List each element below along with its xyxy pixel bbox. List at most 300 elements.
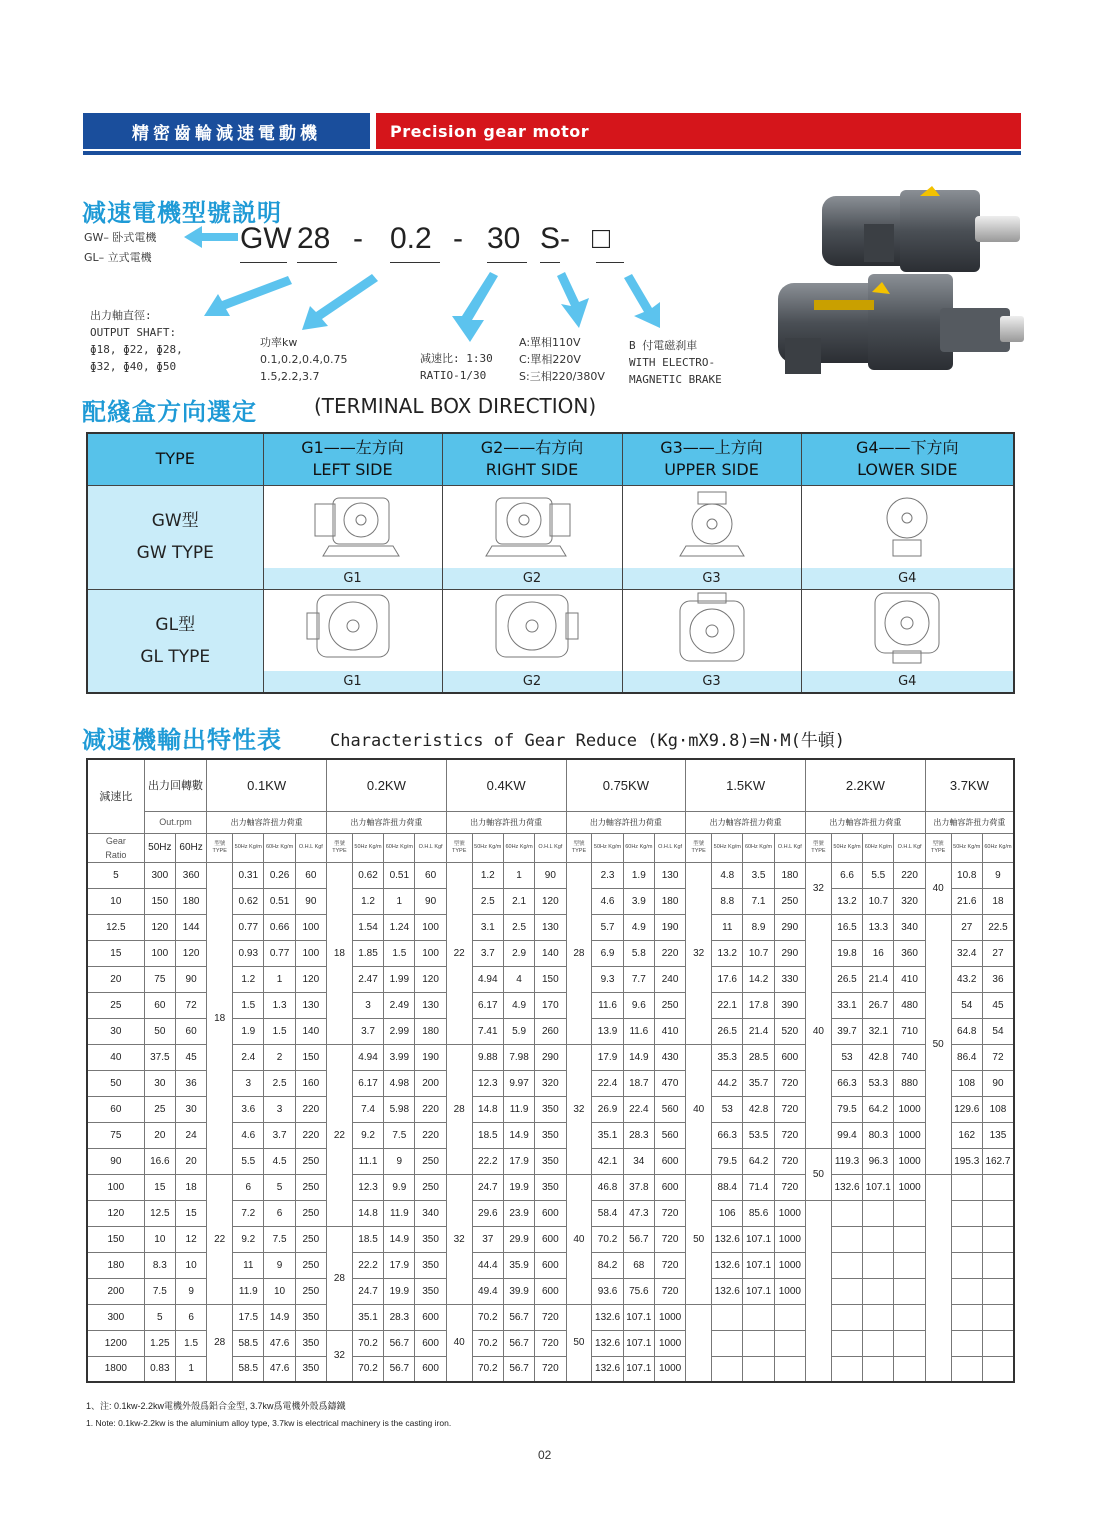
value-cell: 560 <box>654 1122 685 1148</box>
value-cell: 7.1 <box>743 888 774 914</box>
value-cell: 4.9 <box>503 992 534 1018</box>
value-cell: 107.1 <box>743 1278 774 1304</box>
rpm-cell: 12 <box>175 1226 206 1252</box>
value-cell: 220 <box>415 1096 446 1122</box>
model-code-brake-box: □ <box>592 222 611 255</box>
value-cell: 49.4 <box>472 1278 503 1304</box>
value-cell: 2.5 <box>503 914 534 940</box>
model-code-ratio: 30 <box>487 222 521 255</box>
ohl-subheader: O.H.L Kgf <box>295 833 326 862</box>
kgm50-subheader: 50Hz Kg/m <box>472 833 503 862</box>
value-cell: 220 <box>295 1096 326 1122</box>
value-cell: 1000 <box>774 1226 805 1252</box>
value-cell: 0.62 <box>233 888 264 914</box>
kgm50-subheader: 50Hz Kg/m <box>712 833 743 862</box>
brake-line: WITH ELECTRO- <box>629 356 716 369</box>
col-code: G1——左方向 <box>301 438 404 458</box>
value-cell: 22.5 <box>982 914 1014 940</box>
hz50-header: 50Hz <box>144 833 175 862</box>
shaft-line: ɸ18, ɸ22, ɸ28, <box>90 343 183 356</box>
ratio-line: 减速比: 1:30 <box>420 352 493 365</box>
value-cell: 220 <box>295 1122 326 1148</box>
value-cell: 47.6 <box>264 1330 295 1356</box>
ratio-cell: 1200 <box>87 1330 144 1356</box>
rpm-cell: 75 <box>144 966 175 992</box>
value-cell: 11.9 <box>384 1200 415 1226</box>
value-cell: 250 <box>295 1278 326 1304</box>
value-cell: 35.7 <box>743 1070 774 1096</box>
value-cell: 22.1 <box>712 992 743 1018</box>
value-cell: 4.94 <box>472 966 503 992</box>
value-cell: 100 <box>415 940 446 966</box>
value-cell: 45 <box>982 992 1014 1018</box>
value-cell <box>863 1304 894 1330</box>
value-cell: 470 <box>654 1070 685 1096</box>
rpm-cell: 15 <box>144 1174 175 1200</box>
value-cell: 56.7 <box>623 1226 654 1252</box>
value-cell: 79.5 <box>831 1096 862 1122</box>
model-section-title: 减速電機型號説明 <box>82 199 282 227</box>
arrow-brake-icon <box>620 268 680 333</box>
value-cell: 1000 <box>774 1200 805 1226</box>
shaft-line: ɸ32, ɸ40, ɸ50 <box>90 360 177 373</box>
value-cell: 37 <box>472 1226 503 1252</box>
value-cell: 70.2 <box>352 1356 383 1382</box>
table-row <box>87 862 1014 888</box>
value-cell: 9 <box>264 1252 295 1278</box>
value-cell: 93.6 <box>592 1278 623 1304</box>
rpm-cell: 90 <box>175 966 206 992</box>
value-cell: 132.6 <box>592 1356 623 1382</box>
type-subheader: 型號 TYPE <box>207 833 233 862</box>
value-cell: 85.6 <box>743 1200 774 1226</box>
value-cell: 3.99 <box>384 1044 415 1070</box>
load-label: 出力軸容許扭力荷重 <box>566 811 686 833</box>
value-cell: 60 <box>295 862 326 888</box>
value-cell: 720 <box>774 1174 805 1200</box>
type-cell: 40 <box>805 914 831 1148</box>
value-cell: 250 <box>295 1174 326 1200</box>
table-row <box>87 1174 1014 1200</box>
value-cell: 9.88 <box>472 1044 503 1070</box>
value-cell: 130 <box>535 914 566 940</box>
type-cell: 28 <box>207 1304 233 1382</box>
char-section-title: 减速機輸出特性表 <box>82 726 282 754</box>
value-cell: 350 <box>415 1226 446 1252</box>
value-cell: 130 <box>295 992 326 1018</box>
value-cell: 86.4 <box>951 1044 982 1070</box>
value-cell: 4.9 <box>623 914 654 940</box>
value-cell: 290 <box>535 1044 566 1070</box>
ratio-cell: 20 <box>87 966 144 992</box>
value-cell: 107.1 <box>623 1356 654 1382</box>
ratio-cell: 75 <box>87 1122 144 1148</box>
kgm50-subheader: 50Hz Kg/m <box>352 833 383 862</box>
ratio-cell: 50 <box>87 1070 144 1096</box>
gl-g3-drawing <box>622 589 801 693</box>
value-cell: 53.5 <box>743 1122 774 1148</box>
value-cell <box>951 1304 982 1330</box>
power-line: 0.1,0.2,0.4,0.75 <box>260 353 348 366</box>
col-g4-header <box>801 433 1014 485</box>
value-cell: 5.8 <box>623 940 654 966</box>
value-cell <box>863 1252 894 1278</box>
type-cell: 50 <box>566 1304 592 1382</box>
value-cell: 9.6 <box>623 992 654 1018</box>
value-cell: 600 <box>535 1226 566 1252</box>
col-en: LOWER SIDE <box>857 460 958 480</box>
drawing-tag: G2 <box>443 671 622 692</box>
row-gw-label <box>87 485 263 589</box>
value-cell: 119.3 <box>831 1148 862 1174</box>
gear-ratio-label <box>87 833 144 862</box>
value-cell <box>982 1226 1014 1252</box>
hz60-header: 60Hz <box>175 833 206 862</box>
value-cell: 350 <box>535 1096 566 1122</box>
value-cell: 44.2 <box>712 1070 743 1096</box>
row-gl-label <box>87 589 263 693</box>
value-cell: 162 <box>951 1122 982 1148</box>
value-cell: 0.51 <box>264 888 295 914</box>
value-cell: 132.6 <box>712 1226 743 1252</box>
value-cell: 70.2 <box>472 1330 503 1356</box>
value-cell: 64.2 <box>743 1148 774 1174</box>
value-cell: 720 <box>654 1278 685 1304</box>
value-cell: 19.8 <box>831 940 862 966</box>
model-code-dash: - <box>353 222 363 255</box>
rpm-cell: 7.5 <box>144 1278 175 1304</box>
power-line: 功率kw <box>260 336 298 349</box>
value-cell: 24.7 <box>472 1174 503 1200</box>
col-g2-header <box>442 433 622 485</box>
value-cell: 90 <box>535 862 566 888</box>
value-cell: 26.9 <box>592 1096 623 1122</box>
value-cell <box>951 1174 982 1200</box>
value-cell: 3 <box>233 1070 264 1096</box>
value-cell: 340 <box>415 1200 446 1226</box>
value-cell: 79.5 <box>712 1148 743 1174</box>
value-cell: 720 <box>535 1330 566 1356</box>
gear-motor-photo <box>760 178 1030 398</box>
value-cell: 140 <box>535 940 566 966</box>
value-cell: 720 <box>535 1304 566 1330</box>
ratio-cell: 30 <box>87 1018 144 1044</box>
value-cell <box>831 1226 862 1252</box>
value-cell: 9.2 <box>352 1122 383 1148</box>
value-cell: 107.1 <box>743 1226 774 1252</box>
value-cell: 9.97 <box>503 1070 534 1096</box>
value-cell: 560 <box>654 1096 685 1122</box>
ohl-subheader: O.H.L Kgf <box>654 833 685 862</box>
rpm-cell: 144 <box>175 914 206 940</box>
value-cell: 3.1 <box>472 914 503 940</box>
value-cell: 47.6 <box>264 1356 295 1382</box>
header-row <box>87 833 1014 862</box>
value-cell <box>831 1200 862 1226</box>
value-cell: 66.3 <box>831 1070 862 1096</box>
value-cell: 4 <box>503 966 534 992</box>
value-cell: 18 <box>982 888 1014 914</box>
row-en: GW TYPE <box>136 543 214 563</box>
value-cell <box>863 1278 894 1304</box>
drawing-tag: G3 <box>623 568 801 589</box>
value-cell: 90 <box>415 888 446 914</box>
gl-g1-drawing <box>263 589 442 693</box>
value-cell: 600 <box>535 1278 566 1304</box>
value-cell: 6.6 <box>831 862 862 888</box>
value-cell: 330 <box>774 966 805 992</box>
type-cell: 40 <box>686 1044 712 1174</box>
value-cell: 11.9 <box>503 1096 534 1122</box>
terminal-box-table <box>86 432 1015 694</box>
col-code: G3——上方向 <box>660 438 763 458</box>
value-cell: 4.5 <box>264 1148 295 1174</box>
rpm-cell: 36 <box>175 1070 206 1096</box>
value-cell: 23.9 <box>503 1200 534 1226</box>
ratio-cell: 5 <box>87 862 144 888</box>
value-cell <box>831 1330 862 1356</box>
drawing-tag: G1 <box>264 568 442 589</box>
value-cell: 195.3 <box>951 1148 982 1174</box>
kw-header: 3.7KW <box>925 759 1014 811</box>
value-cell: 21.6 <box>951 888 982 914</box>
type-cell: 22 <box>446 862 472 1044</box>
ratio-header <box>87 759 144 833</box>
kgm50-subheader: 50Hz Kg/m <box>233 833 264 862</box>
value-cell: 14.2 <box>743 966 774 992</box>
value-cell: 290 <box>774 914 805 940</box>
value-cell <box>894 1278 925 1304</box>
value-cell: 36 <box>982 966 1014 992</box>
value-cell: 1.2 <box>352 888 383 914</box>
value-cell: 720 <box>654 1200 685 1226</box>
load-label: 出力軸容許扭力荷重 <box>925 811 1014 833</box>
value-cell: 600 <box>415 1304 446 1330</box>
value-cell: 10.7 <box>863 888 894 914</box>
kgm60-subheader: 60Hz Kg/m <box>264 833 295 862</box>
value-cell: 19.9 <box>503 1174 534 1200</box>
load-label: 出力軸容許扭力荷重 <box>207 811 327 833</box>
shaft-info <box>90 307 183 375</box>
value-cell: 720 <box>654 1252 685 1278</box>
value-cell: 54 <box>951 992 982 1018</box>
value-cell: 150 <box>295 1044 326 1070</box>
rpm-cell: 1.25 <box>144 1330 175 1356</box>
value-cell: 1.85 <box>352 940 383 966</box>
gear-label: Gear <box>105 835 126 846</box>
value-cell <box>863 1356 894 1382</box>
value-cell: 21.4 <box>743 1018 774 1044</box>
value-cell: 350 <box>535 1174 566 1200</box>
header-title-zh: 精密齒輪減速電動機 <box>83 113 370 149</box>
value-cell: 132.6 <box>592 1304 623 1330</box>
rpm-cell: 6 <box>175 1304 206 1330</box>
value-cell: 220 <box>654 940 685 966</box>
value-cell: 1000 <box>894 1096 925 1122</box>
rpm-cell: 30 <box>175 1096 206 1122</box>
value-cell: 56.7 <box>503 1304 534 1330</box>
value-cell: 10.7 <box>743 940 774 966</box>
value-cell: 1.2 <box>472 862 503 888</box>
value-cell: 42.1 <box>592 1148 623 1174</box>
value-cell: 58.5 <box>233 1356 264 1382</box>
type-subheader: 型號 TYPE <box>925 833 951 862</box>
value-cell <box>982 1252 1014 1278</box>
value-cell <box>894 1200 925 1226</box>
value-cell: 68 <box>623 1252 654 1278</box>
value-cell: 1.99 <box>384 966 415 992</box>
type-cell: 40 <box>566 1174 592 1304</box>
voltage-line: A:單相110V <box>519 336 581 349</box>
value-cell: 5.7 <box>592 914 623 940</box>
ratio-header-zh: 減速比 <box>99 791 133 804</box>
type-cell: 28 <box>446 1044 472 1174</box>
value-cell: 250 <box>415 1174 446 1200</box>
brake-line: MAGNETIC BRAKE <box>629 373 722 386</box>
kw-header: 0.1KW <box>207 759 327 811</box>
value-cell: 2.47 <box>352 966 383 992</box>
arrow-ratio-icon <box>450 268 510 348</box>
type-cell: 32 <box>327 1330 353 1382</box>
value-cell: 3 <box>264 1096 295 1122</box>
value-cell: 710 <box>894 1018 925 1044</box>
type-subheader: 型號 TYPE <box>686 833 712 862</box>
motor-drawing-icon <box>482 490 582 560</box>
value-cell: 84.2 <box>592 1252 623 1278</box>
value-cell: 80.3 <box>863 1122 894 1148</box>
value-cell: 56.7 <box>384 1356 415 1382</box>
voltage-line: C:單相220V <box>519 353 581 366</box>
value-cell: 250 <box>295 1148 326 1174</box>
type-subheader: 型號 TYPE <box>805 833 831 862</box>
col-g3-header <box>622 433 801 485</box>
value-cell: 220 <box>415 1122 446 1148</box>
ratio-cell: 15 <box>87 940 144 966</box>
rpm-cell: 120 <box>144 914 175 940</box>
value-cell: 100 <box>295 914 326 940</box>
value-cell <box>831 1278 862 1304</box>
value-cell: 0.93 <box>233 940 264 966</box>
drawing-tag: G4 <box>802 568 1014 589</box>
type-cell: 40 <box>925 862 951 914</box>
value-cell: 44.4 <box>472 1252 503 1278</box>
value-cell: 600 <box>535 1200 566 1226</box>
value-cell <box>774 1330 805 1356</box>
value-cell: 21.4 <box>863 966 894 992</box>
value-cell: 220 <box>894 862 925 888</box>
value-cell: 1000 <box>654 1330 685 1356</box>
ohl-subheader: O.H.L Kgf <box>894 833 925 862</box>
type-cell <box>925 1174 951 1382</box>
type-cell: 32 <box>446 1174 472 1304</box>
kgm60-subheader: 60Hz Kg/m <box>623 833 654 862</box>
type-cell: 40 <box>446 1304 472 1382</box>
rpm-cell: 9 <box>175 1278 206 1304</box>
value-cell: 108 <box>982 1096 1014 1122</box>
out-rpm-label: Out.rpm <box>144 811 207 833</box>
brake-info <box>629 337 722 388</box>
value-cell: 11.6 <box>592 992 623 1018</box>
value-cell: 4.98 <box>384 1070 415 1096</box>
value-cell: 3.6 <box>233 1096 264 1122</box>
model-code-voltage: S- <box>540 222 570 255</box>
value-cell: 190 <box>415 1044 446 1070</box>
power-info <box>260 334 347 385</box>
value-cell: 350 <box>535 1122 566 1148</box>
value-cell: 0.77 <box>233 914 264 940</box>
gw-g1-drawing <box>263 485 442 589</box>
value-cell: 9 <box>384 1148 415 1174</box>
value-cell: 8.8 <box>712 888 743 914</box>
arrow-shaft-icon <box>200 268 300 323</box>
value-cell: 4.6 <box>592 888 623 914</box>
value-cell: 3.5 <box>743 862 774 888</box>
value-cell: 17.9 <box>592 1044 623 1070</box>
type-cell: 28 <box>327 1226 353 1330</box>
value-cell: 1000 <box>894 1174 925 1200</box>
ohl-subheader: O.H.L Kgf <box>415 833 446 862</box>
value-cell: 2.1 <box>503 888 534 914</box>
ratio-cell: 200 <box>87 1278 144 1304</box>
motor-drawing-icon <box>857 591 957 667</box>
col-code: G4——下方向 <box>855 438 959 458</box>
value-cell: 250 <box>295 1252 326 1278</box>
rpm-cell: 24 <box>175 1122 206 1148</box>
ratio-cell: 60 <box>87 1096 144 1122</box>
rpm-cell: 72 <box>175 992 206 1018</box>
value-cell: 390 <box>774 992 805 1018</box>
rpm-cell: 25 <box>144 1096 175 1122</box>
value-cell: 18.5 <box>472 1122 503 1148</box>
value-cell: 2.4 <box>233 1044 264 1070</box>
value-cell: 53 <box>831 1044 862 1070</box>
value-cell: 70.2 <box>352 1330 383 1356</box>
value-cell: 0.51 <box>384 862 415 888</box>
rpm-cell: 45 <box>175 1044 206 1070</box>
value-cell <box>863 1330 894 1356</box>
drawing-tag: G4 <box>802 671 1014 692</box>
value-cell: 180 <box>654 888 685 914</box>
value-cell: 88.4 <box>712 1174 743 1200</box>
rpm-cell: 60 <box>175 1018 206 1044</box>
value-cell: 72 <box>982 1044 1014 1070</box>
ratio-cell: 40 <box>87 1044 144 1070</box>
value-cell <box>831 1304 862 1330</box>
value-cell: 6.17 <box>472 992 503 1018</box>
rpm-cell: 50 <box>144 1018 175 1044</box>
value-cell: 1.24 <box>384 914 415 940</box>
value-cell: 7.98 <box>503 1044 534 1070</box>
rpm-cell: 10 <box>144 1226 175 1252</box>
value-cell <box>863 1226 894 1252</box>
value-cell: 46.8 <box>592 1174 623 1200</box>
load-label: 出力軸容許扭力荷重 <box>446 811 566 833</box>
type-subheader: 型號 TYPE <box>446 833 472 862</box>
drawing-tag: G1 <box>264 671 442 692</box>
header-band <box>83 113 1021 149</box>
type-cell: 32 <box>686 862 712 1044</box>
value-cell: 600 <box>654 1148 685 1174</box>
table-row <box>87 1304 1014 1330</box>
row-en: GL TYPE <box>140 646 211 667</box>
value-cell: 7.7 <box>623 966 654 992</box>
ratio-line: RATIO-1/30 <box>420 369 487 382</box>
value-cell: 22.4 <box>623 1096 654 1122</box>
value-cell: 1000 <box>654 1304 685 1330</box>
value-cell: 132.6 <box>831 1174 862 1200</box>
row-zh: GL型 <box>155 614 196 635</box>
value-cell: 410 <box>654 1018 685 1044</box>
